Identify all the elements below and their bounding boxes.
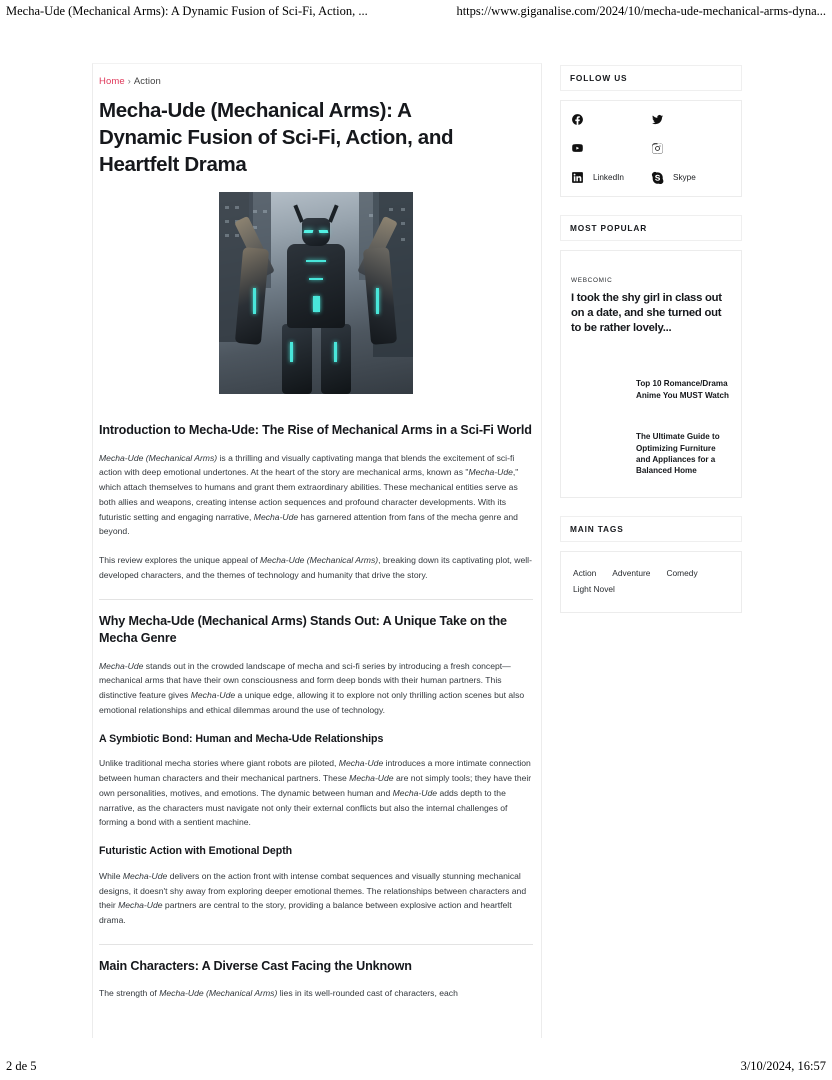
sidebar bbox=[560, 63, 742, 631]
content-layout bbox=[92, 63, 742, 1038]
subsection-paragraph: Unlike traditional mecha stories where giant robots are piloted, Mecha-Ude introduces a more intimate connection between human characters and their mechanical partners. These Mecha-Ude are not simply tools; they have their own personalities, motives, and emotions. The dynamic between human and Mecha-Ude adds depth to the narrative, as the characters must navigate not only their external conflicts but also the internal challenges of forming a bond with a sentient machine. bbox=[99, 758, 532, 828]
skype-icon bbox=[651, 171, 664, 184]
hero-image bbox=[219, 192, 413, 394]
follow-us-card bbox=[560, 100, 742, 197]
section-paragraph: This review explores the unique appeal of Mecha-Ude (Mechanical Arms), breaking down its captivating plot, well-developed characters, and the themes of technology and humanity that drive the story. bbox=[99, 555, 532, 580]
breadcrumb bbox=[99, 76, 533, 87]
section-paragraph: Mecha-Ude stands out in the crowded landscape of mecha and sci-fi series by introducing a fresh concept—mechanical arms that have their own consciousness and form deep bonds with their human partners. This distinctive feature gives Mecha-Ude a unique edge, allowing it to explore not only thrilling action scenes but also emotional relationships and ethical dilemmas around the use of technology. bbox=[99, 660, 525, 715]
social-link-instagram[interactable] bbox=[651, 142, 731, 155]
section-paragraph-truncated: The strength of Mecha-Ude (Mechanical Arms) lies in its well-rounded cast of characters, each bbox=[99, 988, 458, 999]
sidebar-heading-most-popular: MOST POPULAR bbox=[560, 215, 742, 241]
page-canvas bbox=[0, 45, 832, 1045]
print-header bbox=[0, 0, 832, 30]
most-popular-card bbox=[560, 250, 742, 498]
breadcrumb-home-link[interactable]: Home bbox=[99, 76, 125, 87]
hero-image-wrapper bbox=[99, 192, 533, 394]
page-title: Mecha-Ude (Mechanical Arms): A Dynamic Fusion of Sci-Fi, Action, and Heartfelt Drama bbox=[99, 99, 454, 177]
popular-item-title[interactable]: Top 10 Romance/Drama Anime You MUST Watch bbox=[636, 379, 729, 400]
social-label: Skype bbox=[673, 173, 696, 182]
tag-action[interactable]: Action bbox=[573, 567, 597, 578]
subsection-heading-futuristic-action: Futuristic Action with Emotional Depth bbox=[99, 845, 293, 858]
tag-light-novel[interactable]: Light Novel bbox=[573, 583, 615, 594]
social-label: LinkedIn bbox=[593, 173, 624, 182]
breadcrumb-current[interactable]: Action bbox=[133, 76, 161, 87]
tag-list bbox=[571, 564, 731, 600]
section-heading-main-characters: Main Characters: A Diverse Cast Facing the Unknown bbox=[99, 958, 412, 973]
print-footer bbox=[0, 1059, 832, 1074]
section-divider bbox=[99, 944, 533, 945]
social-link-facebook[interactable] bbox=[571, 113, 651, 126]
print-footer-timestamp: 3/10/2024, 16:57 bbox=[740, 1059, 826, 1073]
breadcrumb-separator-icon: › bbox=[127, 76, 131, 86]
section-divider bbox=[99, 599, 533, 600]
social-link-skype[interactable] bbox=[651, 171, 731, 184]
sidebar-heading-main-tags: MAIN TAGS bbox=[560, 516, 742, 542]
youtube-icon bbox=[571, 142, 584, 155]
section-heading-why-stands-out: Why Mecha-Ude (Mechanical Arms) Stands Out: A Unique Take on the Mecha Genre bbox=[99, 613, 507, 646]
article-column bbox=[92, 63, 542, 1038]
popular-featured-kicker: WEBCOMIC bbox=[571, 277, 613, 284]
social-link-youtube[interactable] bbox=[571, 142, 651, 155]
linkedin-icon bbox=[571, 171, 584, 184]
facebook-icon bbox=[571, 113, 584, 126]
tag-adventure[interactable]: Adventure bbox=[612, 567, 651, 578]
instagram-icon bbox=[651, 142, 664, 155]
print-header-url: https://www.giganalise.com/2024/10/mecha-ude-mechanical-arms-dyna... bbox=[456, 4, 826, 18]
tag-comedy[interactable]: Comedy bbox=[666, 567, 698, 578]
popular-featured-title[interactable]: I took the shy girl in class out on a date, and she turned out to be rather lovely... bbox=[571, 292, 722, 335]
subsection-heading-symbiotic-bond: A Symbiotic Bond: Human and Mecha-Ude Relationships bbox=[99, 732, 384, 745]
subsection-paragraph: While Mecha-Ude delivers on the action front with intense combat sequences and visually stunning mechanical designs, it doesn't shy away from exploring deeper emotional themes. The relationships between characters and their Mecha-Ude partners are central to the story, providing a balance between explosive action and heartfelt drama. bbox=[99, 870, 527, 926]
print-footer-page-number: 2 de 5 bbox=[6, 1059, 37, 1073]
twitter-icon bbox=[651, 113, 664, 126]
section-heading-introduction: Introduction to Mecha-Ude: The Rise of Mechanical Arms in a Sci-Fi World bbox=[99, 423, 532, 438]
social-link-twitter[interactable] bbox=[651, 113, 731, 126]
social-links-grid bbox=[571, 113, 731, 184]
sidebar-heading-follow-us: FOLLOW US bbox=[560, 65, 742, 91]
main-tags-card bbox=[560, 551, 742, 613]
section-paragraph: Mecha-Ude (Mechanical Arms) is a thrilling and visually captivating manga that blends the excitement of sci-fi action with deep emotional undertones. At the heart of the story are mechanical arms, known as "Mecha-Ude," which attach themselves to humans and grant them extraordinary abilities. These mechanical entities serve as both allies and weapons, creating intense action sequences and profound character developments. With its futuristic setting and engaging narrative, Mecha-Ude has garnered attention from fans of the mecha genre and beyond. bbox=[99, 452, 519, 537]
social-link-linkedin[interactable] bbox=[571, 171, 651, 184]
print-header-title: Mecha-Ude (Mechanical Arms): A Dynamic Fusion of Sci-Fi, Action, ... bbox=[6, 4, 368, 18]
popular-item-title[interactable]: The Ultimate Guide to Optimizing Furniture and Appliances for a Balanced Home bbox=[636, 432, 720, 476]
